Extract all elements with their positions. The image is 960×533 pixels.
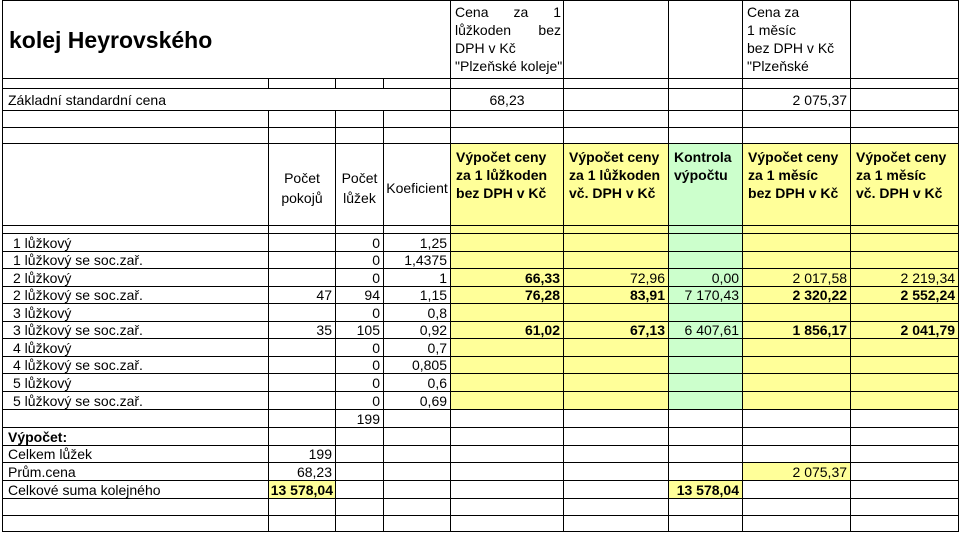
day-incl-vat-cell [564,339,669,357]
total-fee-row [3,481,959,499]
room-type-cell: 5 lůžkový [3,374,269,392]
empty-cell [564,79,669,89]
empty-cell [564,1,669,79]
rooms-cell [269,304,336,322]
empty-cell [669,1,743,79]
average-price-row [3,463,959,481]
empty-cell [3,79,269,89]
day-excl-vat-cell [451,357,564,374]
empty-cell [336,481,384,499]
coefficient-cell: 1,4375 [384,252,451,269]
empty-cell [669,79,743,89]
room-type-cell: 2 lůžkový se soc.zař. [3,287,269,304]
empty-cell [851,1,959,79]
day-incl-vat-cell: 72,96 [564,269,669,287]
table-row [3,322,959,339]
empty-row [3,499,959,516]
empty-cell [336,226,384,234]
coefficient-cell: 1 [384,269,451,287]
header-line: 1 měsíc [747,22,797,38]
empty-cell [451,111,564,128]
empty-cell [336,516,384,532]
check-header: Kontrola výpočtu [669,144,743,226]
empty-cell [384,428,451,446]
empty-cell [669,446,743,463]
month-excl-vat-cell [743,339,851,357]
day-incl-vat-header: Výpočet ceny za 1 lůžkoden vč. DPH v Kč [564,144,669,226]
header-line: "Plzeňské [747,58,809,74]
total-beds-label: Celkem lůžek [3,446,269,463]
month-incl-vat-cell: 2 552,24 [851,287,959,304]
rooms-cell: 35 [269,322,336,339]
empty-cell [3,144,269,226]
empty-cell [384,410,451,428]
room-type-cell: 3 lůžkový [3,304,269,322]
beds-cell: 0 [336,304,384,322]
empty-cell [384,111,451,128]
empty-cell [269,128,336,144]
empty-cell [743,481,851,499]
empty-cell [336,128,384,144]
room-type-cell: 5 lůžkový se soc.zař. [3,392,269,410]
month-incl-vat-cell [851,392,959,410]
header-line: bez DPH v Kč [747,40,835,56]
empty-cell [384,463,451,481]
empty-cell [336,111,384,128]
rooms-cell [269,392,336,410]
empty-row [3,516,959,532]
month-price-plzen-header [743,1,851,79]
rooms-header: Počet pokojů [269,144,336,226]
beds-sum-cell: 199 [336,410,384,428]
month-excl-vat-cell: 2 320,22 [743,287,851,304]
empty-cell [384,79,451,89]
empty-cell [743,79,851,89]
day-incl-vat-cell: 67,13 [564,322,669,339]
month-incl-vat-cell [851,252,959,269]
empty-cell [384,499,451,516]
day-excl-vat-cell: 66,33 [451,269,564,287]
empty-cell [669,89,743,111]
beds-cell: 0 [336,357,384,374]
coefficient-cell: 1,25 [384,234,451,252]
empty-cell [564,128,669,144]
day-excl-vat-cell: 76,28 [451,287,564,304]
empty-cell [851,410,959,428]
empty-cell [851,111,959,128]
rooms-cell [269,269,336,287]
empty-cell [851,428,959,446]
empty-cell [384,516,451,532]
empty-cell [384,128,451,144]
calculation-heading-row [3,428,959,446]
empty-cell [669,410,743,428]
day-excl-vat-cell [451,252,564,269]
beds-cell: 0 [336,234,384,252]
coefficient-cell: 0,6 [384,374,451,392]
day-price-plzen-header [451,1,564,79]
empty-cell [3,499,269,516]
empty-cell [384,481,451,499]
header-line: DPH v Kč [455,40,516,56]
header-line: Cena za [747,4,800,20]
empty-cell [451,481,564,499]
empty-cell [451,446,564,463]
beds-cell: 0 [336,252,384,269]
table-row [3,304,959,322]
spacer-row [3,226,959,234]
empty-cell [451,499,564,516]
header-line: lůžkoden bez [455,22,562,38]
beds-cell: 0 [336,392,384,410]
empty-cell [336,79,384,89]
empty-row [3,79,959,89]
day-incl-vat-cell [564,374,669,392]
empty-row [3,111,959,128]
table-row [3,269,959,287]
empty-cell [269,226,336,234]
room-type-cell: 1 lůžkový se soc.zař. [3,252,269,269]
day-incl-vat-cell [564,392,669,410]
month-incl-vat-cell [851,357,959,374]
table-row [3,339,959,357]
month-excl-vat-cell: 1 856,17 [743,322,851,339]
day-excl-vat-header: Výpočet ceny za 1 lůžkoden bez DPH v Kč [451,144,564,226]
empty-cell [669,428,743,446]
day-incl-vat-cell [564,304,669,322]
day-excl-vat-cell [451,234,564,252]
base-price-per-month: 2 075,37 [743,89,851,111]
base-price-row [3,89,959,111]
total-fee-value: 13 578,04 [269,481,336,499]
empty-cell [3,128,269,144]
header-line: Cena za 1 [455,4,562,20]
coefficient-cell: 0,69 [384,392,451,410]
empty-cell [336,499,384,516]
coefficient-cell: 0,805 [384,357,451,374]
month-excl-vat-cell [743,357,851,374]
coefficient-header: Koeficient [384,144,451,226]
day-incl-vat-cell [564,234,669,252]
table-row [3,357,959,374]
empty-cell [336,446,384,463]
check-cell [669,252,743,269]
empty-cell [3,226,269,234]
beds-cell: 105 [336,322,384,339]
empty-cell [564,89,669,111]
header-line: "Plzeňské koleje" [455,58,563,74]
empty-cell [451,79,564,89]
beds-cell: 0 [336,269,384,287]
empty-cell [851,128,959,144]
check-cell: 7 170,43 [669,287,743,304]
month-excl-vat-cell [743,374,851,392]
empty-cell [743,128,851,144]
empty-cell [336,428,384,446]
empty-cell [743,516,851,532]
month-incl-vat-cell [851,339,959,357]
empty-cell [851,463,959,481]
month-incl-vat-cell [851,374,959,392]
empty-cell [336,463,384,481]
empty-cell [451,226,564,234]
empty-cell [451,463,564,481]
day-incl-vat-cell: 83,91 [564,287,669,304]
day-incl-vat-cell [564,252,669,269]
price-sheet [2,0,959,532]
check-cell [669,357,743,374]
room-type-cell: 3 lůžkový se soc.zař. [3,322,269,339]
average-price-day-value: 68,23 [269,463,336,481]
month-excl-vat-cell: 2 017,58 [743,269,851,287]
empty-cell [851,79,959,89]
sheet-title: kolej Heyrovského [3,1,451,79]
beds-cell: 0 [336,339,384,357]
rooms-cell [269,234,336,252]
coefficient-cell: 0,8 [384,304,451,322]
empty-cell [384,446,451,463]
column-header-row [3,144,959,226]
empty-cell [851,481,959,499]
rooms-cell [269,339,336,357]
day-excl-vat-cell: 61,02 [451,322,564,339]
total-fee-check-value: 13 578,04 [669,481,743,499]
base-price-label: Základní standardní cena [3,89,451,111]
empty-cell [269,79,336,89]
empty-cell [564,226,669,234]
base-price-per-day: 68,23 [451,89,564,111]
empty-cell [564,516,669,532]
month-incl-vat-cell [851,234,959,252]
empty-cell [269,516,336,532]
check-cell [669,339,743,357]
empty-cell [564,428,669,446]
room-type-cell: 1 lůžkový [3,234,269,252]
table-row [3,374,959,392]
beds-sum-row [3,410,959,428]
empty-cell [3,111,269,128]
title-row [3,1,959,79]
empty-cell [384,226,451,234]
room-type-cell: 4 lůžkový [3,339,269,357]
calculation-heading: Výpočet: [3,428,269,446]
empty-cell [564,463,669,481]
day-excl-vat-cell [451,392,564,410]
empty-cell [451,428,564,446]
empty-cell [669,499,743,516]
empty-cell [851,89,959,111]
average-price-label: Prům.cena [3,463,269,481]
empty-cell [269,410,336,428]
empty-cell [851,516,959,532]
check-cell: 6 407,61 [669,322,743,339]
empty-cell [3,516,269,532]
empty-cell [669,463,743,481]
empty-cell [564,111,669,128]
month-incl-vat-header: Výpočet ceny za 1 měsíc vč. DPH v Kč [851,144,959,226]
table-row [3,234,959,252]
month-excl-vat-cell [743,304,851,322]
empty-cell [743,499,851,516]
coefficient-cell: 0,7 [384,339,451,357]
empty-cell [3,410,269,428]
empty-cell [451,410,564,428]
empty-cell [669,516,743,532]
rooms-cell [269,357,336,374]
month-incl-vat-cell: 2 219,34 [851,269,959,287]
table-row [3,252,959,269]
average-price-month-value: 2 075,37 [743,463,851,481]
empty-cell [743,428,851,446]
empty-cell [743,410,851,428]
empty-cell [851,226,959,234]
empty-cell [669,128,743,144]
total-beds-value: 199 [269,446,336,463]
beds-cell: 94 [336,287,384,304]
month-excl-vat-cell [743,392,851,410]
check-cell [669,392,743,410]
empty-cell [564,499,669,516]
check-cell: 0,00 [669,269,743,287]
total-beds-row [3,446,959,463]
room-type-cell: 2 lůžkový [3,269,269,287]
empty-cell [451,128,564,144]
empty-cell [669,111,743,128]
empty-cell [669,226,743,234]
empty-cell [269,111,336,128]
coefficient-cell: 1,15 [384,287,451,304]
table-row [3,287,959,304]
day-excl-vat-cell [451,339,564,357]
empty-row [3,128,959,144]
empty-cell [743,226,851,234]
check-cell [669,234,743,252]
beds-header: Počet lůžek [336,144,384,226]
check-cell [669,374,743,392]
rooms-cell [269,374,336,392]
empty-cell [564,410,669,428]
day-excl-vat-cell [451,374,564,392]
empty-cell [564,446,669,463]
empty-cell [269,499,336,516]
coefficient-cell: 0,92 [384,322,451,339]
rooms-cell: 47 [269,287,336,304]
beds-cell: 0 [336,374,384,392]
month-incl-vat-cell: 2 041,79 [851,322,959,339]
day-excl-vat-cell [451,304,564,322]
empty-cell [269,428,336,446]
empty-cell [743,446,851,463]
empty-cell [851,499,959,516]
empty-cell [743,111,851,128]
check-cell [669,304,743,322]
total-fee-label: Celkové suma kolejného [3,481,269,499]
month-excl-vat-cell [743,252,851,269]
month-excl-vat-header: Výpočet ceny za 1 měsíc bez DPH v Kč [743,144,851,226]
day-incl-vat-cell [564,357,669,374]
empty-cell [564,481,669,499]
table-row [3,392,959,410]
month-excl-vat-cell [743,234,851,252]
empty-cell [451,516,564,532]
month-incl-vat-cell [851,304,959,322]
room-type-cell: 4 lůžkový se soc.zař. [3,357,269,374]
empty-cell [851,446,959,463]
rooms-cell [269,252,336,269]
